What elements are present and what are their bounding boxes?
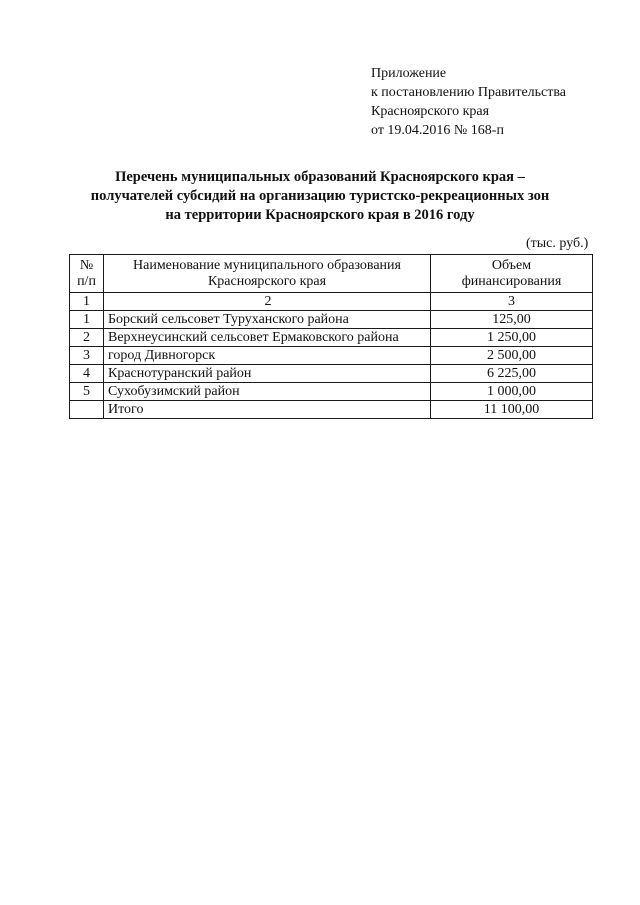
row-number: 4 xyxy=(70,365,104,383)
table-row xyxy=(70,311,593,329)
title-line: Перечень муниципальных образований Красноярского края – xyxy=(115,169,525,185)
row-amount: 1 000,00 xyxy=(431,383,593,401)
table-row xyxy=(70,365,593,383)
appendix-line: к постановлению Правительства xyxy=(371,85,567,100)
row-name: город Дивногорск xyxy=(104,347,431,365)
appendix-line: Красноярского края xyxy=(371,104,490,119)
row-number: 5 xyxy=(70,383,104,401)
table-header-row xyxy=(70,255,593,293)
column-number: 2 xyxy=(104,293,431,311)
units-label: (тыс. руб.) xyxy=(526,236,589,251)
row-number: 2 xyxy=(70,329,104,347)
table-row xyxy=(70,383,593,401)
row-name: Верхнеусинский сельсовет Ермаковского района xyxy=(104,329,431,347)
title-line: получателей субсидий на организацию туристско-рекреационных зон xyxy=(90,188,550,204)
header-name-line2: Красноярского края xyxy=(207,273,327,289)
total-label: Итого xyxy=(104,401,431,419)
table-row xyxy=(70,329,593,347)
row-amount: 1 250,00 xyxy=(431,329,593,347)
row-amount: 2 500,00 xyxy=(431,347,593,365)
header-name xyxy=(104,255,431,293)
table-row xyxy=(70,347,593,365)
header-amount-line2: финансирования xyxy=(461,273,562,289)
row-amount: 125,00 xyxy=(431,311,593,329)
row-amount: 6 225,00 xyxy=(431,365,593,383)
financing-table xyxy=(69,254,593,419)
header-amount-line1: Объем xyxy=(491,257,532,273)
document-title xyxy=(60,168,580,225)
row-name: Краснотуранский район xyxy=(104,365,431,383)
column-number: 3 xyxy=(431,293,593,311)
title-line: на территории Красноярского края в 2016 году xyxy=(165,207,475,223)
header-name-line1: Наименование муниципального образования xyxy=(133,257,401,273)
header-number-line2: п/п xyxy=(77,273,96,289)
header-number-line1: № xyxy=(79,257,94,273)
column-number: 1 xyxy=(70,293,104,311)
total-amount: 11 100,00 xyxy=(431,401,593,419)
appendix-date-number: от 19.04.2016 № 168-п xyxy=(371,123,504,138)
row-number: 1 xyxy=(70,311,104,329)
row-number: 3 xyxy=(70,347,104,365)
total-row xyxy=(70,401,593,419)
row-name: Сухобузимский район xyxy=(104,383,431,401)
total-number xyxy=(70,401,104,419)
row-name: Борский сельсовет Туруханского района xyxy=(104,311,431,329)
header-amount xyxy=(431,255,593,293)
appendix-block xyxy=(371,64,566,140)
appendix-line: Приложение xyxy=(371,66,447,81)
column-numbers-row xyxy=(70,293,593,311)
header-number xyxy=(70,255,104,293)
